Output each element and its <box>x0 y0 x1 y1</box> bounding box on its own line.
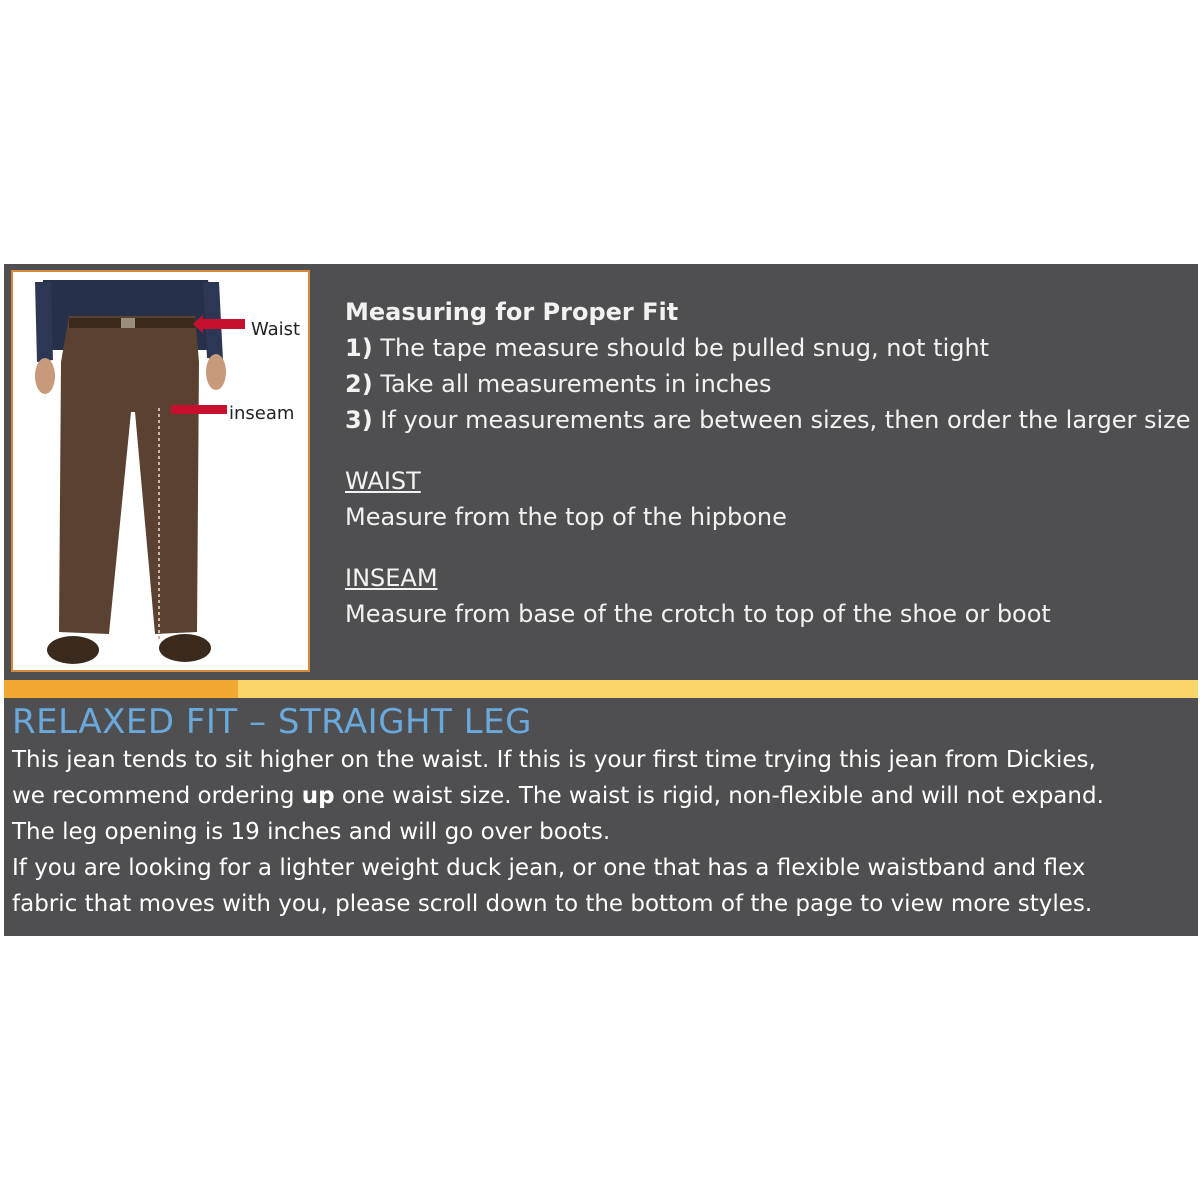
waist-text: Measure from the top of the hipbone <box>345 503 787 531</box>
relaxed-line-4: If you are looking for a lighter weight duck jean, or one that has a flexible waistband and flex <box>12 855 1086 881</box>
divider-stripe-dark <box>4 680 238 698</box>
step-1: 1) The tape measure should be pulled snug, not tight <box>345 334 990 362</box>
relaxed-line-2: we recommend ordering up one waist size. The waist is rigid, non-flexible and will not expand. <box>12 783 1104 809</box>
left-arm-shape <box>35 282 53 362</box>
pants-shape <box>59 316 199 634</box>
relaxed-fit-headline: RELAXED FIT – STRAIGHT LEG <box>12 702 532 742</box>
left-hand-shape <box>35 358 55 394</box>
inseam-label: inseam <box>229 403 295 424</box>
relaxed-line-5: fabric that moves with you, please scroll down to the bottom of the page to view more styles. <box>12 891 1093 917</box>
measuring-title: Measuring for Proper Fit <box>345 298 679 326</box>
inseam-arrow-icon <box>171 405 227 414</box>
relaxed-fit-section <box>12 702 1104 922</box>
inseam-text: Measure from base of the crotch to top of the shoe or boot <box>345 600 1051 628</box>
step-2: 2) Take all measurements in inches <box>345 370 772 398</box>
divider-stripe-light <box>238 680 1198 698</box>
step-3: 3) If your measurements are between sizes, then order the larger size <box>345 406 1191 434</box>
relaxed-line-1: This jean tends to sit higher on the waist. If this is your first time trying this jean from Dickies, <box>12 747 1096 773</box>
measuring-instructions <box>345 294 1191 632</box>
inseam-heading: INSEAM <box>345 564 438 592</box>
waist-heading: WAIST <box>345 467 421 495</box>
waist-label: Waist <box>251 319 301 340</box>
size-guide-panel <box>4 264 1198 936</box>
buckle-shape <box>121 318 135 328</box>
left-shoe-shape <box>47 636 99 664</box>
right-shoe-shape <box>159 634 211 662</box>
relaxed-line-3: The leg opening is 19 inches and will go over boots. <box>12 819 611 845</box>
pants-photo <box>11 270 310 672</box>
right-hand-shape <box>206 354 226 390</box>
